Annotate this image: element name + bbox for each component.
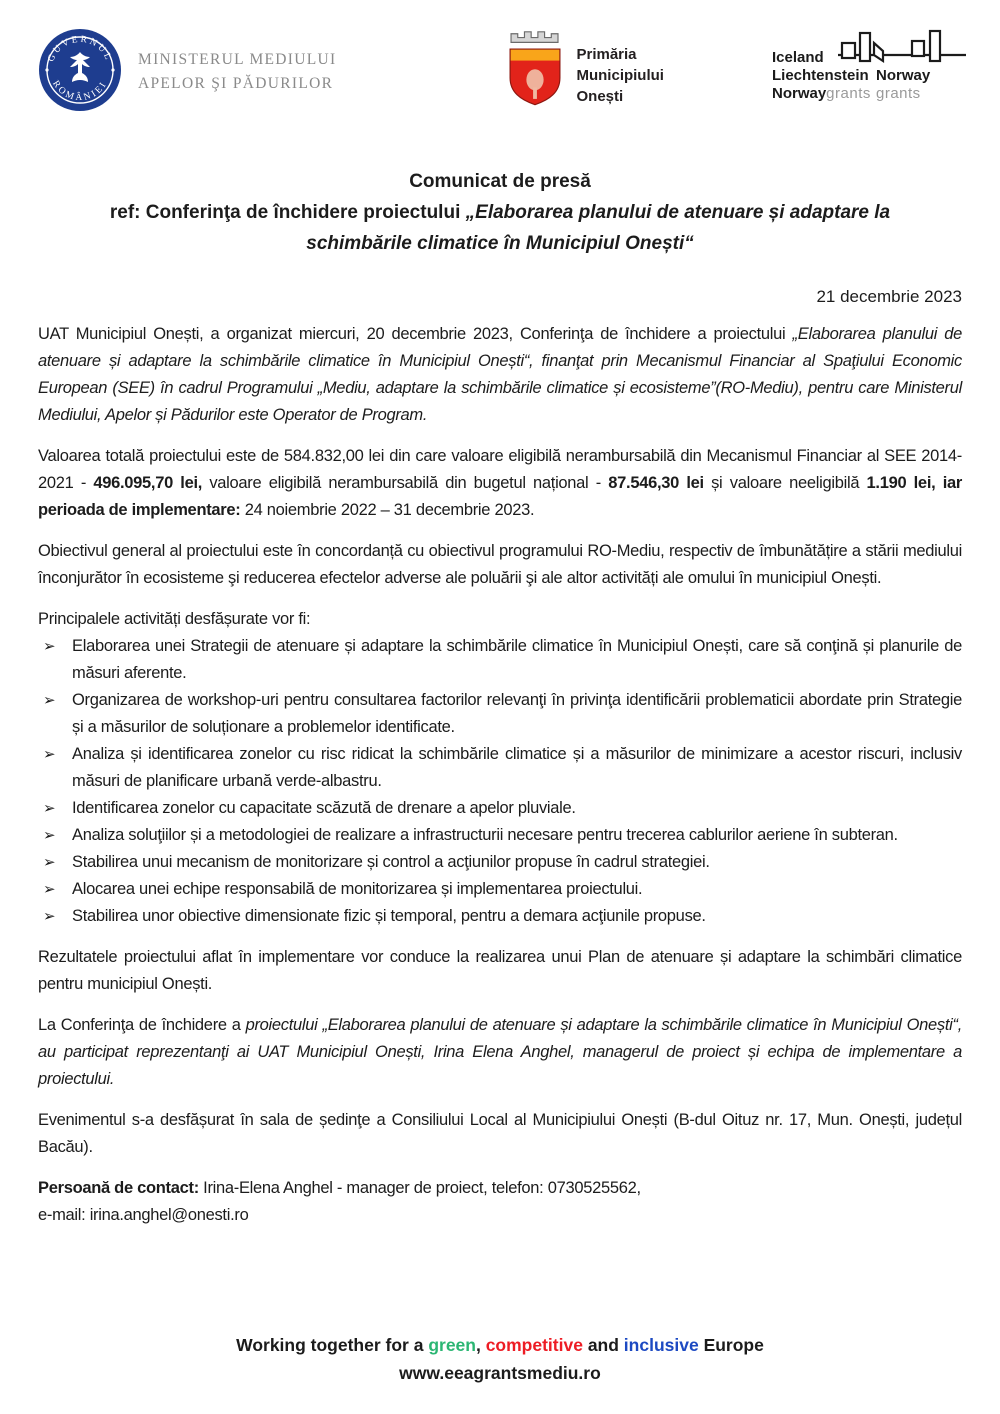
tagline-run-3: Europe	[698, 1335, 764, 1355]
document-date: 21 decembrie 2023	[816, 287, 962, 306]
city-hall-name-line3: Onești	[576, 88, 624, 105]
tagline-run-2: and	[582, 1335, 624, 1355]
grants-buildings-icon	[838, 28, 966, 72]
bullet-arrow-icon: ➢	[43, 692, 56, 709]
p2-run-6: 24 noiembrie 2022 – 31 decembrie 2023.	[240, 501, 535, 519]
document-title	[58, 166, 943, 259]
bullet-arrow-icon: ➢	[43, 746, 56, 763]
contact-email: e-mail: irina.anghel@onesti.ro	[38, 1206, 249, 1224]
paragraph-venue: Evenimentul s-a desfășurat în sala de ședinţe a Consiliului Local al Municipiului Onești (B-dul Oituz nr. 17, Mun. Onești, județul Bacău).	[38, 1111, 962, 1156]
title-line1: Comunicat de presă	[409, 171, 591, 192]
list-item-text: Analiza soluţiilor și a metodologiei de realizare a infrastructurii necesare pentru trecerea cablurilor aeriene în subteran.	[72, 826, 898, 844]
title-project-name: „Elaborarea planului de atenuare și adaptare la schimbările climatice în Municipiul Onești“	[306, 202, 891, 254]
list-item-text: Elaborarea unei Strategii de atenuare și adaptare la schimbările climatice în Municipiul Onești, care să conţină și planurile de măsuri aferente.	[72, 637, 962, 682]
eea-country-iceland: Iceland	[771, 49, 824, 66]
paragraph-conference	[38, 1012, 962, 1093]
onesti-city-hall-logo	[504, 28, 664, 120]
list-item	[38, 822, 962, 849]
p1-run-normal: UAT Municipiul Onești, a organizat miercuri, 20 decembrie 2023, Conferinţa de închidere a proiectului	[38, 325, 793, 343]
bullet-arrow-icon: ➢	[43, 638, 56, 655]
ministry-name-line1: MINISTERUL MEDIULUI	[138, 51, 337, 68]
svg-text:GUVERNUL: GUVERNUL	[46, 34, 114, 64]
bullet-arrow-icon: ➢	[43, 881, 56, 898]
p5-run-italic: proiectului „Elaborarea planului de atenuare și adaptare la schimbările climatice în Municipiul Onești“, au participat reprezentanţi ai UAT Municipiul Onești, Irina Elena Anghel, managerul de proiect și echipa de implementare a proiectului.	[38, 1016, 963, 1088]
tagline-run-1: ,	[475, 1335, 486, 1355]
eea-tagline	[0, 1335, 1000, 1356]
city-hall-name-line1: Primăria	[576, 46, 637, 63]
list-item	[38, 633, 962, 687]
list-item-text: Stabilirea unor obiective dimensionate fizic și temporal, pentru a demara acţiunile propuse.	[72, 907, 706, 925]
p1-run-italic: „Elaborarea planului de atenuare și adaptare la schimbările climatice în Municipiul Onești“, finanţat prin Mecanismul Financiar al Spaţiului Economic European (SEE) în cadrul Programului „Mediu, adaptare la schimbările climatice și ecosisteme”(RO-Mediu), pentru care Ministerul Mediului, Apelor și Pădurilor este Operator de Program.	[38, 325, 962, 424]
svg-text:ROMÂNIEI: ROMÂNIEI	[50, 79, 110, 104]
ministry-name	[138, 48, 336, 96]
eea-norway-grants-logo	[772, 40, 962, 102]
contact-label: Persoană de contact:	[38, 1179, 199, 1197]
paragraph-results: Rezultatele proiectului aflat în implementare vor conduce la realizarea unui Plan de atenuare și adaptare la schimbări climatice pentru municipiul Onești.	[38, 948, 962, 993]
footer	[0, 1335, 1000, 1384]
paragraph-objective: Obiectivul general al proiectului este în concordanță cu obiectivul programului RO-Mediu, respectiv de îmbunătățire a stării mediului înconjurător în ecosisteme şi reducerea efectelor adverse ale poluării şi ale altor activități ale omului în municipiul Onești.	[38, 542, 962, 587]
paragraph-list-intro: Principalele activități desfășurate vor fi:	[38, 610, 311, 628]
p2-value-national: 87.546,30 lei	[608, 474, 704, 492]
list-item	[38, 876, 962, 903]
list-item-text: Organizarea de workshop-uri pentru consultarea factorilor relevanţi în privinţa identificării problematicii abordate prin Strategie și a măsurilor de soluționare a problemelor identificate.	[72, 691, 962, 736]
p2-run-2: valoare eligibilă nerambursabilă din bugetul național -	[202, 474, 609, 492]
eea-norway-grants-bold: Norway	[771, 85, 827, 102]
p2-value-see: 496.095,70 lei,	[93, 474, 203, 492]
tagline-red-word: competitive	[485, 1335, 583, 1355]
city-hall-name-line2: Municipiului	[576, 67, 664, 84]
government-ministry-logo	[38, 28, 336, 112]
header-logos	[38, 28, 962, 128]
title-ref-prefix: ref: Conferinţa de închidere proiectului	[109, 202, 466, 223]
eea-grants-word-2: grants	[875, 85, 921, 102]
list-item-text: Stabilirea unui mecanism de monitorizare și control a acţiunilor propuse în cadrul strategiei.	[72, 853, 710, 871]
list-item	[38, 849, 962, 876]
onesti-crest-icon	[504, 28, 566, 120]
ministry-name-line2: APELOR ŞI PĂDURILOR	[138, 75, 334, 93]
contact-person: Irina-Elena Anghel - manager de proiect, telefon: 0730525562,	[198, 1179, 641, 1197]
eea-country-liechtenstein: Liechtenstein	[771, 67, 869, 84]
eea-grants-word-1: grants	[826, 85, 871, 102]
list-item	[38, 903, 962, 930]
tagline-green-word: green	[428, 1335, 476, 1355]
website-url: www.eeagrantsmediu.ro	[399, 1363, 601, 1383]
list-item-text: Identificarea zonelor cu capacitate scăzută de drenare a apelor pluviale.	[72, 799, 576, 817]
list-item-text: Analiza și identificarea zonelor cu risc ridicat la schimbările climatice și a măsurilor de minimizare a acestor riscuri, inclusiv măsuri de planificare urbană verde-albastru.	[72, 745, 962, 790]
paragraph-intro	[38, 321, 962, 429]
title-line2	[58, 197, 943, 259]
p2-run-4: și valoare neeligibilă	[703, 474, 867, 492]
activities-list	[38, 633, 962, 930]
bullet-arrow-icon: ➢	[43, 854, 56, 871]
eea-country-norway: Norway	[875, 67, 931, 84]
list-item-text: Alocarea unei echipe responsabilă de monitorizarea și implementarea proiectului.	[72, 880, 643, 898]
city-hall-name	[576, 44, 664, 107]
list-item	[38, 741, 962, 795]
tagline-blue-word: inclusive	[623, 1335, 699, 1355]
bullet-arrow-icon: ➢	[43, 827, 56, 844]
list-item	[38, 795, 962, 822]
tagline-run-0: Working together for a	[236, 1335, 429, 1355]
p2-value-neeligibil: 1.190 lei, iar perioada de implementare:	[38, 474, 962, 519]
bullet-arrow-icon: ➢	[43, 800, 56, 817]
paragraph-contact	[38, 1175, 962, 1229]
p5-run-normal: La Conferinţa de închidere a	[38, 1016, 246, 1034]
romanian-government-seal-icon	[38, 28, 122, 112]
p2-run-0: Valoarea totală proiectului este de 584.832,00 lei din care valoare eligibilă nerambursabilă din Mecanismul Financiar al SEE 2014-2021 -	[38, 447, 962, 492]
list-item	[38, 687, 962, 741]
bullet-arrow-icon: ➢	[43, 908, 56, 925]
paragraph-budget	[38, 443, 962, 524]
